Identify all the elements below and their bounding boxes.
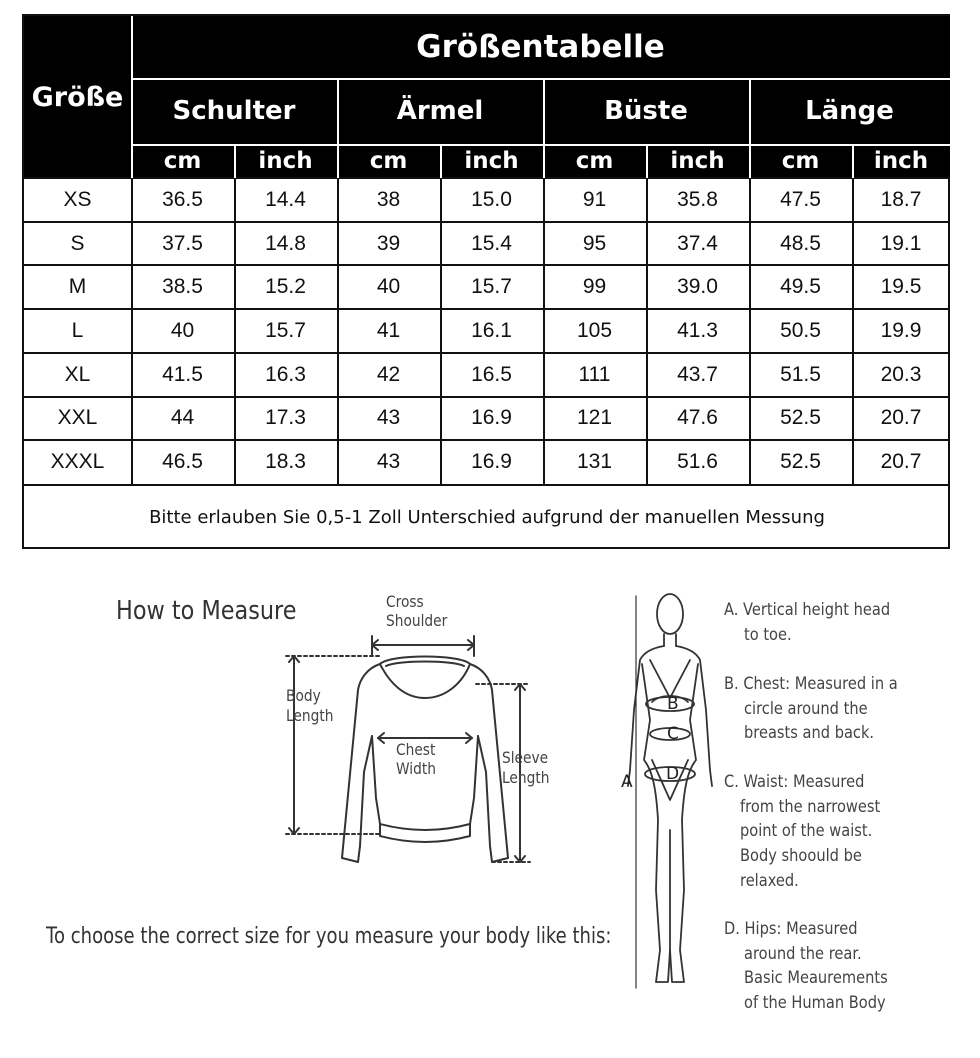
value-cell: 20.3	[880, 362, 922, 386]
row-divider	[24, 352, 950, 354]
value-cell: 47.5	[780, 187, 821, 211]
group-header-label: Schulter	[159, 91, 310, 131]
unit-header: cm	[131, 144, 234, 178]
note-d-line1: D. Hips: Measured	[724, 919, 858, 939]
cross-shoulder-label: Cross	[386, 592, 424, 611]
note-a-line1: A. Vertical height head	[724, 600, 891, 620]
row-divider	[24, 439, 950, 441]
size-cell: XXXL	[50, 450, 105, 474]
value-cell: 16.9	[471, 450, 512, 474]
value-cell: 19.9	[880, 318, 922, 342]
size-cell: M	[68, 275, 87, 299]
value-cell: 20.7	[880, 450, 922, 474]
value-cell: 43	[376, 450, 401, 474]
unit-header: cm	[749, 144, 852, 178]
row-divider	[24, 396, 950, 398]
row-divider	[24, 177, 950, 179]
value-cell: 36.5	[162, 187, 203, 211]
value-cell: 35.8	[677, 187, 718, 211]
unit-header: inch	[440, 144, 543, 178]
value-cell: 51.6	[677, 450, 718, 474]
value-cell: 111	[578, 362, 611, 386]
value-cell: 50.5	[780, 318, 821, 342]
note-b-line3: breasts and back.	[744, 723, 875, 743]
value-cell: 16.3	[265, 362, 306, 386]
value-cell: 14.4	[265, 187, 306, 211]
column-divider	[749, 178, 751, 484]
unit-header: cm	[337, 144, 440, 178]
column-divider	[646, 178, 648, 484]
value-cell: 18.3	[265, 450, 306, 474]
value-cell: 99	[582, 275, 607, 299]
unit-header: inch	[646, 144, 749, 178]
value-cell: 37.5	[162, 231, 203, 255]
header-divider	[852, 144, 854, 178]
value-cell: 15.7	[265, 318, 306, 342]
value-cell: 95	[582, 231, 607, 255]
table-title: Größentabelle	[402, 25, 679, 69]
column-divider	[440, 178, 442, 484]
header-divider	[646, 144, 648, 178]
table-title-bar	[131, 16, 950, 78]
note-b-line2: circle around the	[744, 699, 868, 719]
group-header-label: Büste	[590, 91, 702, 131]
column-divider	[131, 178, 133, 484]
value-cell: 40	[376, 275, 401, 299]
size-cell: L	[71, 318, 84, 342]
header-divider	[234, 144, 236, 178]
group-header-1	[131, 78, 337, 144]
group-header-2	[337, 78, 543, 144]
value-cell: 41.3	[677, 318, 718, 342]
note-b-line1: B. Chest: Measured in a	[724, 674, 898, 694]
size-cell: XS	[63, 187, 92, 211]
unit-header: cm	[543, 144, 646, 178]
note-a-line2: to toe.	[744, 625, 792, 645]
value-cell: 38.5	[162, 275, 203, 299]
figure-label-a: A	[621, 772, 633, 792]
value-cell: 43.7	[677, 362, 718, 386]
measurement-note: Bitte erlauben Sie 0,5-1 Zoll Unterschied aufgrund der manuellen Messung	[149, 507, 825, 528]
value-cell: 38	[376, 187, 401, 211]
header-divider	[131, 16, 133, 178]
table-note	[24, 484, 950, 549]
row-divider	[24, 264, 950, 266]
cross-shoulder-label-2: Shoulder	[386, 611, 448, 630]
header-divider	[337, 78, 339, 178]
value-cell: 40	[170, 318, 195, 342]
value-cell: 19.5	[880, 275, 922, 299]
sleeve-length-label-2: Length	[502, 768, 550, 787]
chest-width-label: Chest	[396, 740, 436, 759]
note-c-line1: C. Waist: Measured	[724, 772, 865, 792]
how-to-measure-title: How to Measure	[116, 596, 297, 626]
note-c-line4: Body shoould be	[740, 846, 862, 866]
value-cell: 51.5	[780, 362, 821, 386]
value-cell: 16.5	[471, 362, 512, 386]
value-cell: 49.5	[780, 275, 821, 299]
value-cell: 16.1	[471, 318, 512, 342]
value-cell: 19.1	[880, 231, 922, 255]
note-c-line3: point of the waist.	[740, 821, 873, 841]
group-header-4	[749, 78, 950, 144]
figure-label-b: B	[667, 694, 679, 714]
group-header-label: Länge	[791, 91, 908, 131]
value-cell: 41	[376, 318, 401, 342]
row-divider	[24, 308, 950, 310]
value-cell: 15.4	[471, 231, 512, 255]
value-cell: 15.7	[471, 275, 512, 299]
size-chart-table	[22, 14, 950, 549]
value-cell: 15.0	[471, 187, 512, 211]
value-cell: 37.4	[677, 231, 718, 255]
unit-header: inch	[234, 144, 337, 178]
header-divider	[131, 144, 950, 146]
value-cell: 121	[576, 406, 613, 430]
size-cell: XXL	[57, 406, 98, 430]
value-cell: 39.0	[677, 275, 718, 299]
note-c-line2: from the narrowest	[740, 797, 881, 817]
note-d-line4: of the Human Body	[744, 993, 886, 1013]
value-cell: 15.2	[265, 275, 306, 299]
value-cell: 44	[170, 406, 195, 430]
measure-instruction: To choose the correct size for you measure your body like this:	[46, 924, 612, 949]
value-cell: 52.5	[780, 450, 821, 474]
value-cell: 41.5	[162, 362, 203, 386]
note-d-line2: around the rear.	[744, 944, 862, 964]
value-cell: 43	[376, 406, 401, 430]
sleeve-length-label: Sleeve	[502, 748, 549, 767]
size-column-header	[24, 16, 131, 178]
column-divider	[337, 178, 339, 484]
chest-width-label-2: Width	[396, 759, 436, 778]
column-divider	[234, 178, 236, 484]
value-cell: 16.9	[471, 406, 512, 430]
sweater-diagram	[280, 586, 580, 886]
size-cell: S	[70, 231, 85, 255]
unit-header: inch	[852, 144, 950, 178]
note-c-line5: relaxed.	[740, 871, 799, 891]
figure-label-c: C	[667, 724, 679, 744]
value-cell: 131	[576, 450, 613, 474]
size-cell: XL	[64, 362, 91, 386]
column-divider	[852, 178, 854, 484]
header-divider	[131, 78, 950, 80]
value-cell: 20.7	[880, 406, 922, 430]
figure-label-d: D	[666, 764, 680, 784]
column-divider	[543, 178, 545, 484]
value-cell: 47.6	[677, 406, 718, 430]
note-d-line3: Basic Meaurements	[744, 968, 888, 988]
value-cell: 46.5	[162, 450, 203, 474]
value-cell: 17.3	[265, 406, 306, 430]
header-divider	[749, 78, 751, 178]
value-cell: 52.5	[780, 406, 821, 430]
group-header-3	[543, 78, 749, 144]
human-figure-diagram	[612, 590, 722, 1000]
value-cell: 14.8	[265, 231, 306, 255]
value-cell: 18.7	[880, 187, 922, 211]
value-cell: 42	[376, 362, 401, 386]
body-length-label: Body	[286, 686, 321, 705]
group-header-label: Ärmel	[383, 91, 498, 131]
body-length-label-2: Length	[286, 706, 334, 725]
size-header-label: Größe	[31, 81, 124, 113]
value-cell: 39	[376, 231, 401, 255]
header-divider	[543, 78, 545, 178]
header-divider	[440, 144, 442, 178]
row-divider	[24, 221, 950, 223]
value-cell: 48.5	[780, 231, 821, 255]
value-cell: 91	[582, 187, 607, 211]
value-cell: 105	[576, 318, 613, 342]
